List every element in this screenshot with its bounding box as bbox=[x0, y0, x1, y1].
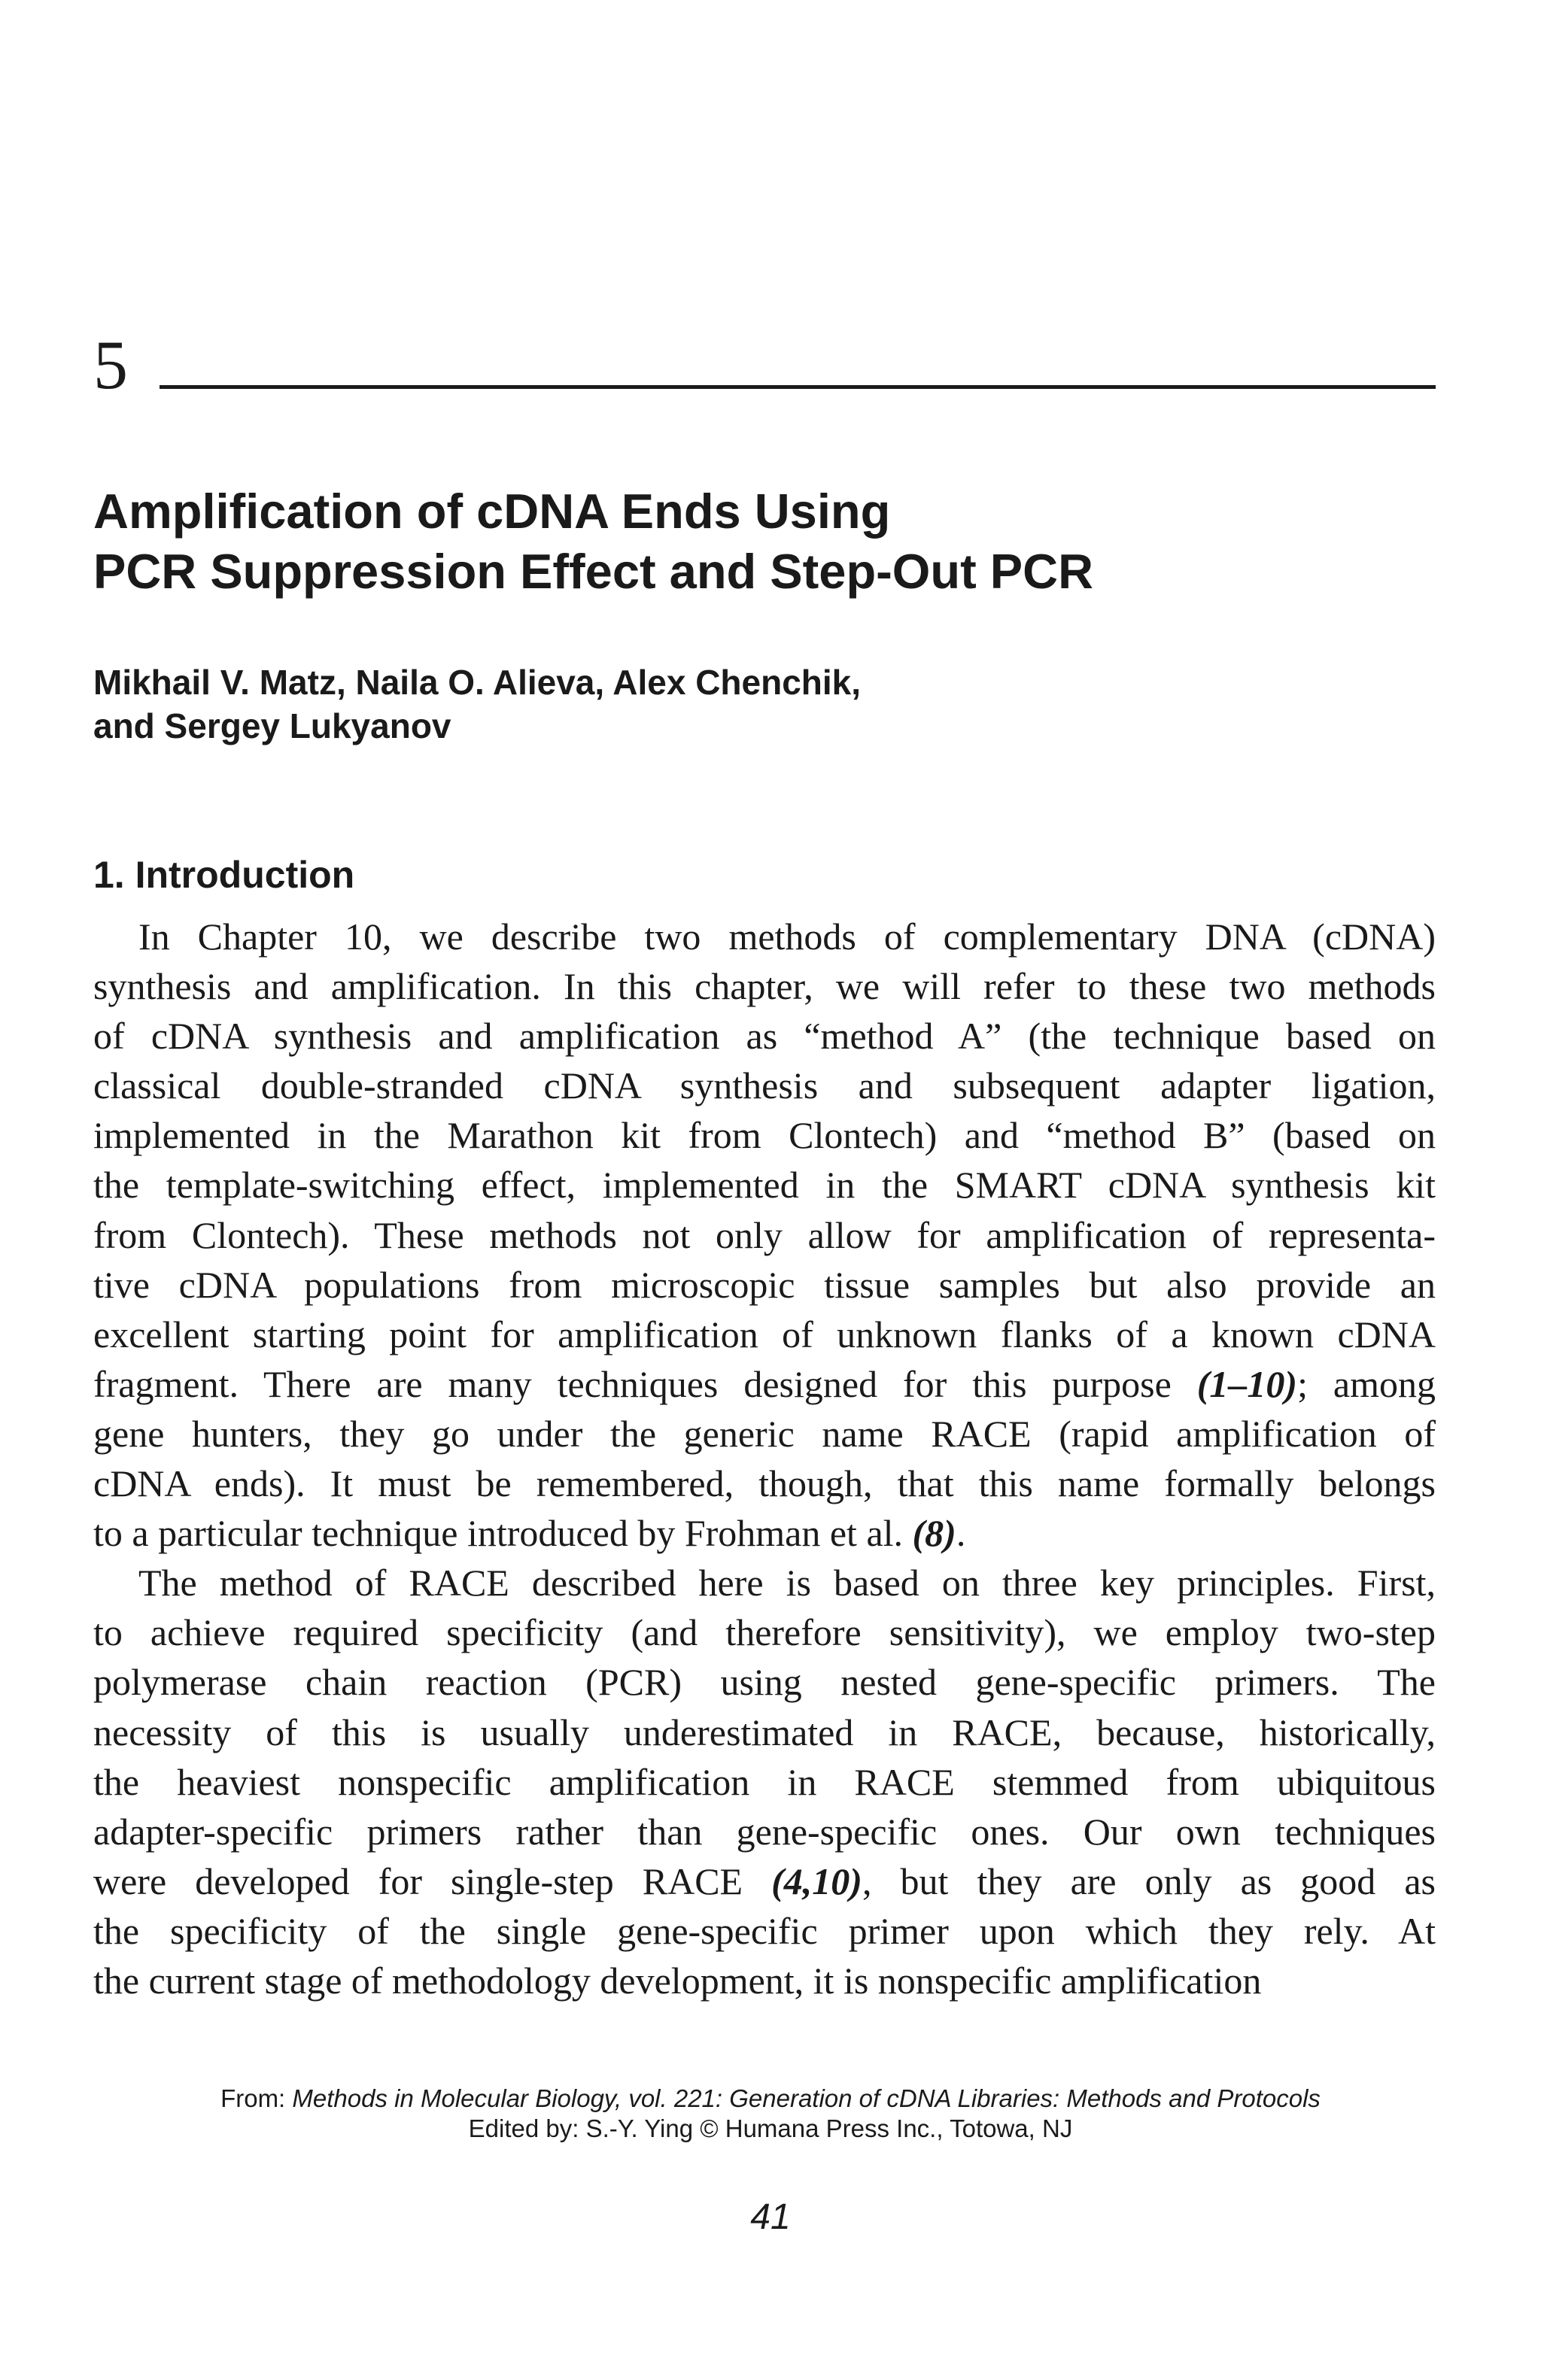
source-note bbox=[0, 2084, 1541, 2144]
text-line: classical double-stranded cDNA synthesis and subsequent adapter ligation, bbox=[93, 1064, 1436, 1107]
chapter-title-line-1: Amplification of cDNA Ends Using bbox=[93, 484, 891, 539]
text-line: excellent starting point for amplification of unknown flanks of a known cDNA bbox=[93, 1313, 1436, 1355]
text-segment: to a particular technique introduced by Frohman et al. bbox=[93, 1512, 913, 1555]
source-from-label: From: bbox=[220, 2084, 293, 2112]
edited-line: Edited by: S.-Y. Ying © Humana Press Inc., Totowa, NJ bbox=[468, 2114, 1073, 2142]
paragraph-1 bbox=[93, 912, 1436, 1558]
body-text bbox=[93, 912, 1436, 2005]
section-heading: 1. Introduction bbox=[93, 854, 355, 896]
page-number: 41 bbox=[750, 2197, 791, 2237]
text-line: In Chapter 10, we describe two methods of complementary DNA (cDNA) bbox=[138, 915, 1436, 958]
citation-reference: (1–10) bbox=[1196, 1362, 1298, 1405]
paragraph-2 bbox=[93, 1558, 1436, 2005]
text-line: tive cDNA populations from microscopic tissue samples but also provide an bbox=[93, 1263, 1436, 1306]
author-line-2: and Sergey Lukyanov bbox=[93, 706, 451, 745]
text-segment: ; among bbox=[1297, 1362, 1436, 1405]
source-title: Methods in Molecular Biology, vol. 221: Generation of cDNA Libraries: Methods and Protocols bbox=[292, 2084, 1321, 2112]
text-line: the current stage of methodology development, it is nonspecific amplification bbox=[93, 1959, 1262, 2002]
citation-reference: (4,10) bbox=[771, 1859, 862, 1902]
chapter-title bbox=[93, 481, 1093, 602]
chapter-rule bbox=[160, 385, 1436, 389]
chapter-title-line-2: PCR Suppression Effect and Step-Out PCR bbox=[93, 544, 1094, 599]
author-list bbox=[93, 660, 861, 748]
text-line: to achieve required specificity (and therefore sensitivity), we employ two-step bbox=[93, 1611, 1436, 1654]
author-line-1: Mikhail V. Matz, Naila O. Alieva, Alex Chenchik, bbox=[93, 663, 862, 702]
text-line: implemented in the Marathon kit from Clontech) and “method B” (based on bbox=[93, 1114, 1436, 1157]
text-line: The method of RACE described here is based on three key principles. First, bbox=[138, 1562, 1436, 1604]
text-line: the heaviest nonspecific amplification in RACE stemmed from ubiquitous bbox=[93, 1760, 1436, 1803]
chapter-header bbox=[93, 326, 1436, 403]
text-segment: fragment. There are many techniques designed for this purpose bbox=[93, 1362, 1197, 1405]
text-line bbox=[93, 1508, 1436, 1558]
text-line: polymerase chain reaction (PCR) using nested gene-specific primers. The bbox=[93, 1661, 1436, 1704]
chapter-number: 5 bbox=[93, 326, 128, 403]
text-line: necessity of this is usually underestimated in RACE, because, historically, bbox=[93, 1711, 1436, 1753]
text-line: cDNA ends). It must be remembered, though, that this name formally belongs bbox=[93, 1462, 1436, 1505]
text-segment: , but they are only as good as bbox=[862, 1859, 1436, 1902]
text-line: gene hunters, they go under the generic name RACE (rapid amplification of bbox=[93, 1412, 1436, 1455]
text-segment: . bbox=[956, 1512, 966, 1555]
text-line: adapter-specific primers rather than gene-specific ones. Our own techniques bbox=[93, 1810, 1436, 1853]
citation-reference: (8) bbox=[912, 1512, 956, 1555]
text-line: the template-switching effect, implemented in the SMART cDNA synthesis kit bbox=[93, 1164, 1436, 1207]
text-segment: were developed for single-step RACE bbox=[93, 1859, 772, 1902]
text-line bbox=[93, 1359, 1436, 1409]
source-line bbox=[0, 2084, 1541, 2114]
text-line: synthesis and amplification. In this chapter, we will refer to these two methods bbox=[93, 965, 1436, 1008]
text-line: of cDNA synthesis and amplification as “method A” (the technique based on bbox=[93, 1015, 1436, 1058]
text-line bbox=[93, 1856, 1436, 1906]
text-line: from Clontech). These methods not only allow for amplification of representa- bbox=[93, 1213, 1436, 1256]
text-line: the specificity of the single gene-specific primer upon which they rely. At bbox=[93, 1909, 1436, 1952]
